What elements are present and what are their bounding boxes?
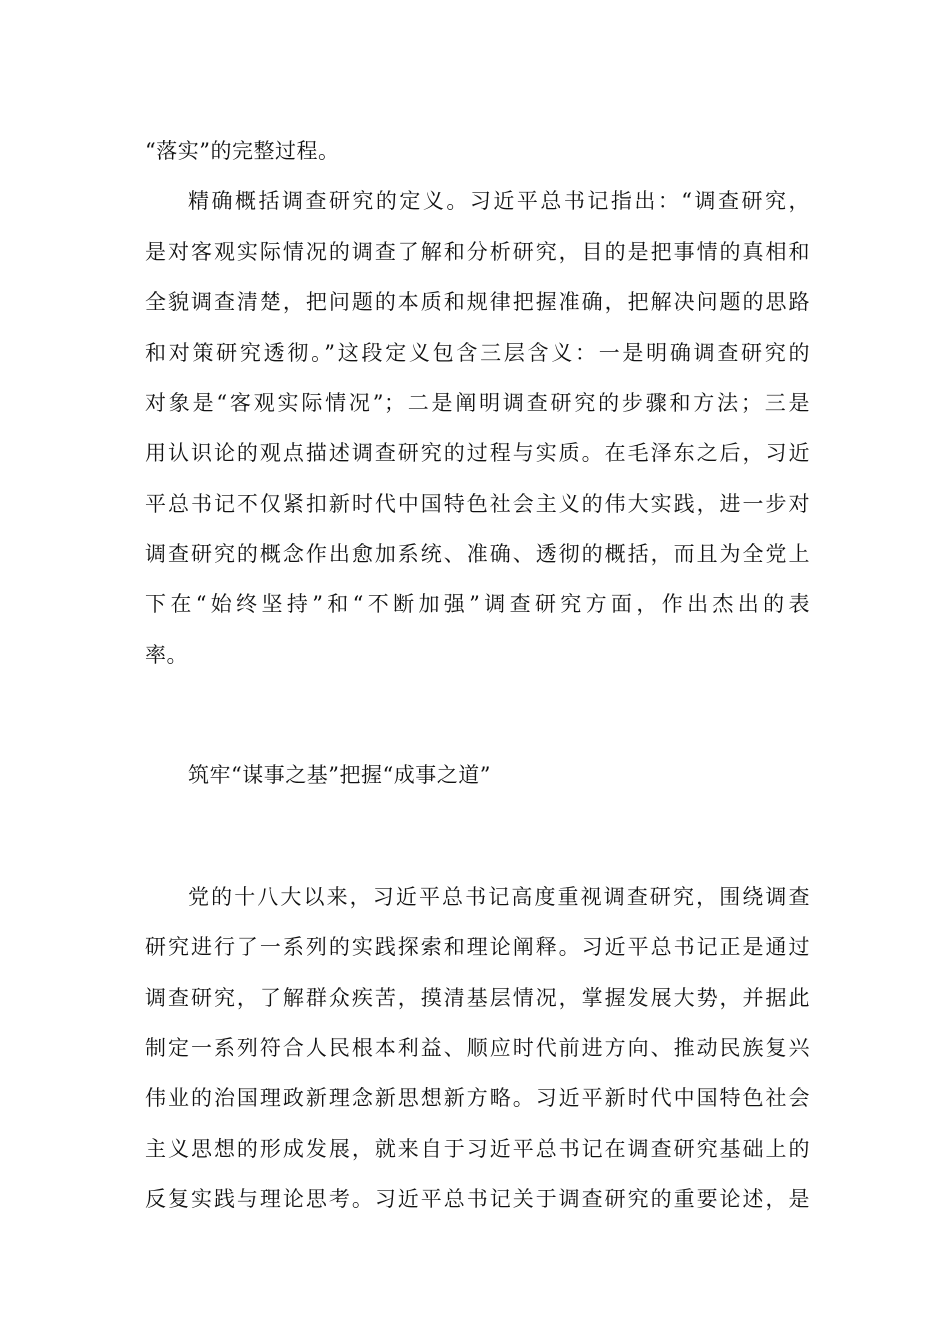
para2-line-4: 和对策研究透彻。”这段定义包含三层含义：一是明确调查研究的 — [145, 341, 810, 365]
para3-line-7: 反复实践与理论思考。习近平总书记关于调查研究的重要论述，是 — [145, 1187, 810, 1211]
para3-line-4: 制定一系列符合人民根本利益、顺应时代前进方向、推动民族复兴 — [145, 1036, 810, 1060]
para2-line-9: 下在“始终坚持”和“不断加强”调查研究方面，作出杰出的表 — [145, 592, 810, 616]
para2-line-10: 率。 — [145, 643, 188, 667]
para3-line-1: 党的十八大以来，习近平总书记高度重视调查研究，围绕调查 — [188, 885, 810, 909]
para3-line-5: 伟业的治国理政新理念新思想新方略。习近平新时代中国特色社会 — [145, 1086, 810, 1110]
para2-line-2: 是对客观实际情况的调查了解和分析研究，目的是把事情的真相和 — [145, 240, 810, 264]
para3-line-6: 主义思想的形成发展，就来自于习近平总书记在调查研究基础上的 — [145, 1137, 810, 1161]
para2-line-7: 平总书记不仅紧扣新时代中国特色社会主义的伟大实践，进一步对 — [145, 492, 810, 516]
para3-line-3: 调查研究，了解群众疾苦，摸清基层情况，掌握发展大势，并据此 — [145, 986, 810, 1010]
para1-line-1: “落实”的完整过程。 — [145, 139, 340, 163]
para2-line-1: 精确概括调查研究的定义。习近平总书记指出：“调查研究， — [188, 189, 810, 213]
para3-line-2: 研究进行了一系列的实践探索和理论阐释。习近平总书记正是通过 — [145, 935, 810, 959]
para2-line-5: 对象是“客观实际情况”；二是阐明调查研究的步骤和方法；三是 — [145, 391, 810, 415]
para2-line-8: 调查研究的概念作出愈加系统、准确、透彻的概括，而且为全党上 — [145, 542, 810, 566]
para2-line-6: 用认识论的观点描述调查研究的过程与实质。在毛泽东之后，习近 — [145, 441, 810, 465]
section-heading: 筑牢“谋事之基”把握“成事之道” — [188, 763, 491, 787]
para2-line-3: 全貌调查清楚，把问题的本质和规律把握准确，把解决问题的思路 — [145, 290, 810, 314]
